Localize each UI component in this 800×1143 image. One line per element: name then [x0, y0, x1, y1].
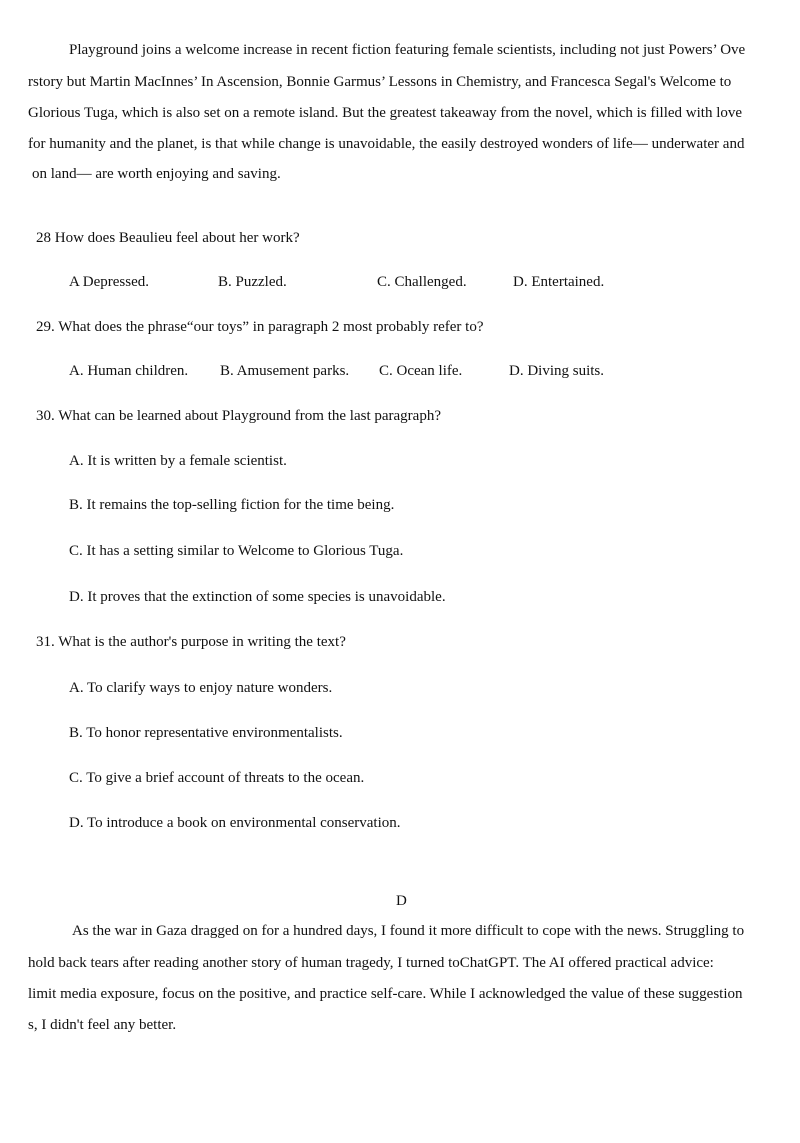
passage-line: limit media exposure, focus on the positive, and practice self-care. While I acknowledged the value of these suggestion: [28, 986, 743, 1002]
option-a: A Depressed.: [69, 274, 149, 290]
passage-line: Glorious Tuga, which is also set on a remote island. But the greatest takeaway from the novel, which is filled with love: [28, 105, 743, 121]
option-b: B. Puzzled.: [218, 274, 287, 290]
question-stem: 31. What is the author's purpose in writing the text?: [36, 634, 346, 650]
option-a: A. To clarify ways to enjoy nature wonders.: [69, 680, 333, 696]
option-c: C. To give a brief account of threats to the ocean.: [69, 770, 365, 786]
passage-line: As the war in Gaza dragged on for a hundred days, I found it more difficult to cope with the news. Struggling to: [72, 923, 745, 939]
option-d: D. Diving suits.: [509, 363, 605, 379]
option-a: A. It is written by a female scientist.: [69, 453, 287, 469]
passage-line: for humanity and the planet, is that while change is unavoidable, the easily destroyed wonders of life— underwater and: [28, 136, 745, 152]
question-stem: 30. What can be learned about Playground from the last paragraph?: [36, 408, 441, 424]
option-b: B. Amusement parks.: [220, 363, 350, 379]
question-stem: 29. What does the phrase“our toys” in paragraph 2 most probably refer to?: [36, 319, 484, 335]
section-heading: D: [396, 893, 407, 909]
option-d: D. Entertained.: [513, 274, 605, 290]
option-d: D. It proves that the extinction of some species is unavoidable.: [69, 589, 446, 605]
question-stem: 28 How does Beaulieu feel about her work?: [36, 230, 300, 246]
option-d: D. To introduce a book on environmental conservation.: [69, 815, 401, 831]
option-c: C. It has a setting similar to Welcome to Glorious Tuga.: [69, 543, 404, 559]
passage-line: rstory but Martin MacInnes’ In Ascension, Bonnie Garmus’ Lessons in Chemistry, and Francesca Segal's Welcome to: [28, 74, 732, 90]
option-a: A. Human children.: [69, 363, 189, 379]
option-c: C. Challenged.: [377, 274, 467, 290]
passage-line: hold back tears after reading another story of human tragedy, I turned toChatGPT. The AI offered practical advice:: [28, 955, 714, 971]
option-b: B. It remains the top-selling fiction for the time being.: [69, 497, 395, 513]
passage-line: Playground joins a welcome increase in recent fiction featuring female scientists, including not just Powers’ Ove: [69, 42, 746, 58]
passage-line: on land— are worth enjoying and saving.: [32, 166, 281, 182]
passage-line: s, I didn't feel any better.: [28, 1017, 177, 1033]
option-b: B. To honor representative environmentalists.: [69, 725, 343, 741]
option-c: C. Ocean life.: [379, 363, 463, 379]
